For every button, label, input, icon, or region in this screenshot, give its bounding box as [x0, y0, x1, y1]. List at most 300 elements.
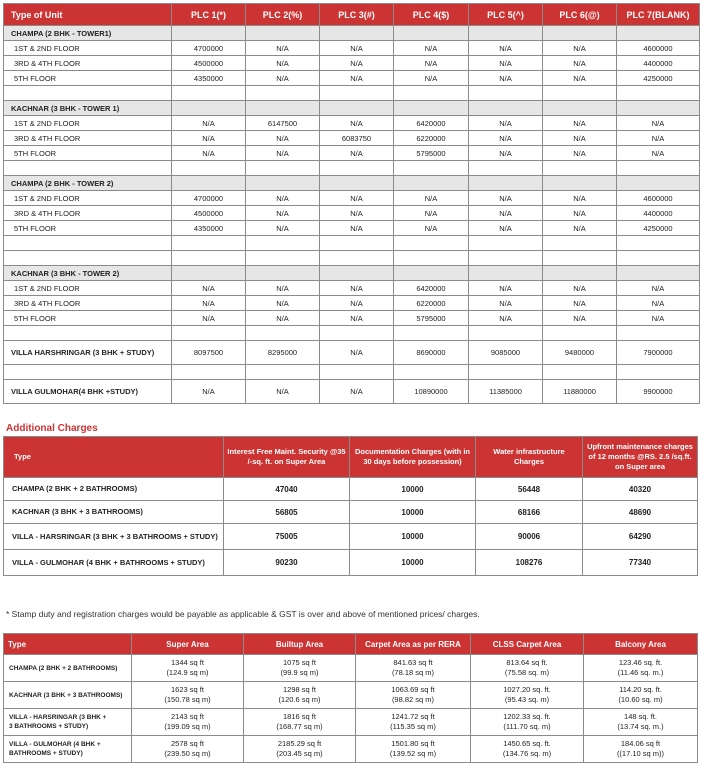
plc-value-cell: N/A — [469, 296, 543, 311]
additional-header-cell: Water infrastructure Charges — [476, 437, 583, 478]
plc-value-cell — [172, 176, 246, 191]
plc-value-cell: N/A — [320, 380, 394, 404]
area-cell-line: (120.6 sq m) — [278, 695, 321, 704]
area-cell-line: 1241.72 sq ft — [391, 712, 435, 721]
plc-value-cell — [246, 86, 320, 101]
additional-value-cell: 90230 — [224, 550, 350, 576]
area-header-row — [4, 634, 698, 655]
plc-value-cell: 7900000 — [617, 341, 700, 365]
plc-value-cell: 4700000 — [172, 41, 246, 56]
area-cell-line: VILLA - GULMOHAR (4 BHK + — [9, 741, 101, 748]
plc-value-cell — [543, 161, 617, 176]
area-value-cell — [132, 655, 244, 682]
plc-value-cell: N/A — [320, 341, 394, 365]
plc-value-cell: N/A — [246, 131, 320, 146]
plc-value-cell: 9480000 — [543, 341, 617, 365]
area-cell-line: (168.77 sq m) — [276, 722, 323, 731]
plc-unit-cell — [4, 365, 172, 380]
plc-value-cell: N/A — [246, 41, 320, 56]
area-value-cell — [471, 709, 584, 736]
plc-value-cell: N/A — [617, 281, 700, 296]
table-row — [4, 501, 698, 524]
plc-value-cell: N/A — [320, 146, 394, 161]
plc-unit-cell: VILLA GULMOHAR(4 BHK +STUDY) — [4, 380, 172, 404]
plc-header-cell: Type of Unit — [4, 4, 172, 26]
plc-group-row — [4, 26, 700, 41]
plc-value-cell: 6420000 — [394, 116, 469, 131]
area-header-cell: Balcony Area — [584, 634, 698, 655]
area-cell-line: 3 BATHROOMS + STUDY) — [9, 723, 89, 730]
additional-value-cell: 56448 — [476, 478, 583, 501]
area-value-cell — [356, 709, 471, 736]
table-row — [4, 86, 700, 101]
plc-value-cell — [469, 266, 543, 281]
plc-value-cell: N/A — [543, 71, 617, 86]
additional-header-cell: Documentation Charges (with in 30 days before possession) — [350, 437, 476, 478]
plc-header-cell: PLC 3(#) — [320, 4, 394, 26]
plc-value-cell: N/A — [172, 380, 246, 404]
plc-header-cell: PLC 5(^) — [469, 4, 543, 26]
area-type-cell — [4, 655, 132, 682]
plc-value-cell: 5795000 — [394, 146, 469, 161]
area-cell-line: (95.43 sq. m) — [504, 695, 550, 704]
plc-value-cell — [246, 161, 320, 176]
plc-value-cell: N/A — [543, 146, 617, 161]
area-header-cell: Super Area — [132, 634, 244, 655]
additional-type-cell: KACHNAR (3 BHK + 3 BATHROOMS) — [4, 501, 224, 524]
plc-group-row — [4, 176, 700, 191]
area-header-cell: Builtup Area — [244, 634, 356, 655]
plc-header-cell: PLC 7(BLANK) — [617, 4, 700, 26]
area-value-cell — [132, 709, 244, 736]
plc-value-cell — [469, 161, 543, 176]
area-cell-line: (199.09 sq m) — [164, 722, 211, 731]
additional-header-cell: Type — [4, 437, 224, 478]
area-cell-line: BATHROOMS + STUDY) — [9, 750, 83, 757]
plc-value-cell — [320, 176, 394, 191]
area-cell-line: (11.46 sq. m.) — [617, 668, 664, 677]
plc-value-cell — [172, 365, 246, 380]
plc-table — [3, 3, 700, 404]
area-cell-line: CHAMPA (2 BHK + 2 BATHROOMS) — [9, 664, 118, 672]
plc-value-cell: 4600000 — [617, 41, 700, 56]
table-row — [4, 131, 700, 146]
plc-value-cell: N/A — [543, 56, 617, 71]
plc-value-cell — [394, 236, 469, 251]
area-cell-line: 841.63 sq ft — [393, 658, 433, 667]
additional-value-cell: 47040 — [224, 478, 350, 501]
plc-unit-cell: 5TH FLOOR — [4, 221, 172, 236]
table-row — [4, 478, 698, 501]
plc-value-cell: N/A — [320, 56, 394, 71]
plc-value-cell: N/A — [246, 311, 320, 326]
plc-unit-cell: KACHNAR (3 BHK - TOWER 1) — [4, 101, 172, 116]
plc-value-cell: N/A — [320, 191, 394, 206]
area-cell-line: 1298 sq ft — [283, 685, 316, 694]
plc-value-cell: N/A — [172, 116, 246, 131]
area-value-cell — [584, 709, 698, 736]
area-value-cell — [471, 682, 584, 709]
plc-unit-cell: 5TH FLOOR — [4, 71, 172, 86]
plc-unit-cell — [4, 236, 172, 251]
area-cell-line: (115.35 sq m) — [390, 722, 436, 731]
plc-value-cell: N/A — [543, 41, 617, 56]
area-cell-line: 148 sq. ft. — [624, 712, 657, 721]
additional-type-cell: VILLA - GULMOHAR (4 BHK + BATHROOMS + STUDY) — [4, 550, 224, 576]
area-cell-line: 1450.65 sq. ft. — [503, 739, 551, 748]
plc-value-cell — [394, 101, 469, 116]
plc-value-cell — [543, 176, 617, 191]
plc-value-cell — [246, 365, 320, 380]
plc-value-cell — [246, 101, 320, 116]
plc-value-cell: N/A — [172, 146, 246, 161]
plc-unit-cell: 1ST & 2ND FLOOR — [4, 281, 172, 296]
area-value-cell — [584, 682, 698, 709]
table-row — [4, 311, 700, 326]
plc-value-cell: 9085000 — [469, 341, 543, 365]
area-cell-line: KACHNAR (3 BHK + 3 BATHROOMS) — [9, 691, 123, 699]
plc-value-cell: 10890000 — [394, 380, 469, 404]
plc-value-cell: 6147500 — [246, 116, 320, 131]
plc-value-cell — [172, 326, 246, 341]
table-row — [4, 736, 698, 763]
area-cell-line: 184.06 sq ft — [620, 739, 661, 748]
additional-value-cell: 10000 — [350, 478, 476, 501]
area-value-cell — [244, 736, 356, 763]
plc-value-cell: N/A — [469, 116, 543, 131]
plc-value-cell: N/A — [543, 191, 617, 206]
plc-value-cell — [320, 101, 394, 116]
plc-value-cell — [543, 365, 617, 380]
plc-value-cell: N/A — [543, 296, 617, 311]
plc-unit-cell: CHAMPA (2 BHK - TOWER 2) — [4, 176, 172, 191]
area-value-cell — [356, 682, 471, 709]
area-cell-line: 2578 sq ft — [171, 739, 204, 748]
plc-value-cell: N/A — [172, 281, 246, 296]
plc-header-row — [4, 4, 700, 26]
plc-value-cell: 6420000 — [394, 281, 469, 296]
plc-value-cell — [617, 176, 700, 191]
plc-value-cell: N/A — [172, 131, 246, 146]
plc-value-cell: 4250000 — [617, 71, 700, 86]
plc-value-cell: N/A — [469, 221, 543, 236]
additional-value-cell: 90006 — [476, 524, 583, 550]
plc-value-cell: N/A — [469, 206, 543, 221]
plc-value-cell: N/A — [246, 206, 320, 221]
area-cell-line: 1344 sq ft — [171, 658, 204, 667]
plc-value-cell: 4350000 — [172, 221, 246, 236]
plc-value-cell — [246, 26, 320, 41]
plc-value-cell — [543, 236, 617, 251]
plc-value-cell: N/A — [320, 221, 394, 236]
plc-value-cell: N/A — [246, 296, 320, 311]
plc-unit-cell: VILLA HARSHRINGAR (3 BHK + STUDY) — [4, 341, 172, 365]
area-cell-line: (10.60 sq. m) — [618, 695, 663, 704]
additional-value-cell: 10000 — [350, 501, 476, 524]
area-value-cell — [244, 709, 356, 736]
area-cell-line: (78.18 sq m) — [391, 668, 435, 677]
plc-value-cell: 4600000 — [617, 191, 700, 206]
plc-unit-cell — [4, 86, 172, 101]
area-table — [3, 633, 698, 763]
plc-value-cell: 6220000 — [394, 131, 469, 146]
plc-header-cell: PLC 1(*) — [172, 4, 246, 26]
table-row — [4, 296, 700, 311]
plc-value-cell: N/A — [320, 311, 394, 326]
table-row — [4, 41, 700, 56]
table-row — [4, 550, 698, 576]
plc-value-cell: 4500000 — [172, 56, 246, 71]
area-cell-line: 1027.20 sq. ft. — [503, 685, 551, 694]
area-header-cell: CLSS Carpet Area — [471, 634, 584, 655]
plc-value-cell: 9900000 — [617, 380, 700, 404]
plc-header-cell: PLC 4($) — [394, 4, 469, 26]
table-row — [4, 191, 700, 206]
plc-value-cell — [394, 26, 469, 41]
table-row — [4, 56, 700, 71]
area-cell-line: 1063.69 sq ft — [391, 685, 435, 694]
plc-unit-cell: 1ST & 2ND FLOOR — [4, 41, 172, 56]
plc-value-cell: N/A — [320, 41, 394, 56]
plc-header-cell: PLC 2(%) — [246, 4, 320, 26]
plc-value-cell — [617, 101, 700, 116]
area-cell-line: 114.20 sq. ft. — [619, 685, 662, 694]
table-row — [4, 281, 700, 296]
plc-value-cell — [320, 326, 394, 341]
table-row — [4, 161, 700, 176]
plc-value-cell: 4250000 — [617, 221, 700, 236]
additional-header-row — [4, 437, 698, 478]
table-row — [4, 682, 698, 709]
plc-value-cell: N/A — [394, 191, 469, 206]
plc-value-cell — [172, 236, 246, 251]
area-cell-line: 1501.80 sq ft — [391, 739, 435, 748]
table-row — [4, 655, 698, 682]
plc-value-cell: N/A — [320, 116, 394, 131]
plc-value-cell — [320, 251, 394, 266]
plc-value-cell: N/A — [320, 296, 394, 311]
plc-value-cell: N/A — [246, 191, 320, 206]
table-row — [4, 236, 700, 251]
plc-header-cell: PLC 6(@) — [543, 4, 617, 26]
plc-value-cell — [617, 26, 700, 41]
area-header-cell: Carpet Area as per RERA — [356, 634, 471, 655]
plc-unit-cell: 5TH FLOOR — [4, 146, 172, 161]
plc-value-cell — [617, 266, 700, 281]
additional-header-cell: Upfront maintenance charges of 12 months @RS. 2.5 /sq.ft. on Super area — [583, 437, 698, 478]
table-row — [4, 251, 700, 266]
plc-value-cell: N/A — [246, 281, 320, 296]
plc-value-cell — [617, 236, 700, 251]
plc-unit-cell: 1ST & 2ND FLOOR — [4, 191, 172, 206]
plc-value-cell: 8097500 — [172, 341, 246, 365]
area-cell-line: (139.52 sq m) — [389, 749, 437, 758]
additional-value-cell: 77340 — [583, 550, 698, 576]
plc-value-cell: N/A — [394, 221, 469, 236]
area-cell-line: (98.82 sq m) — [391, 695, 435, 704]
plc-value-cell: N/A — [543, 221, 617, 236]
area-type-cell — [4, 736, 132, 763]
plc-value-cell — [617, 86, 700, 101]
plc-unit-cell: 3RD & 4TH FLOOR — [4, 296, 172, 311]
plc-value-cell — [394, 176, 469, 191]
plc-value-cell: 4700000 — [172, 191, 246, 206]
area-value-cell — [356, 655, 471, 682]
area-cell-line: (99.9 sq m) — [280, 668, 319, 677]
additional-value-cell: 10000 — [350, 550, 476, 576]
plc-unit-cell — [4, 326, 172, 341]
area-cell-line: 2185.29 sq ft — [277, 739, 322, 748]
area-type-cell — [4, 709, 132, 736]
additional-value-cell: 56805 — [224, 501, 350, 524]
area-value-cell — [471, 655, 584, 682]
area-cell-line: (75.58 sq. m) — [504, 668, 550, 677]
plc-value-cell: N/A — [172, 311, 246, 326]
additional-value-cell: 40320 — [583, 478, 698, 501]
plc-value-cell: N/A — [617, 131, 700, 146]
plc-value-cell — [469, 86, 543, 101]
plc-value-cell: N/A — [394, 56, 469, 71]
plc-unit-cell: CHAMPA (2 BHK - TOWER1) — [4, 26, 172, 41]
area-cell-line: 1075 sq ft — [283, 658, 316, 667]
plc-value-cell: 4400000 — [617, 206, 700, 221]
plc-value-cell — [617, 365, 700, 380]
additional-body — [4, 478, 698, 576]
plc-unit-cell: 5TH FLOOR — [4, 311, 172, 326]
plc-value-cell: N/A — [320, 206, 394, 221]
plc-value-cell: 11385000 — [469, 380, 543, 404]
area-body — [4, 655, 698, 763]
area-value-cell — [244, 682, 356, 709]
plc-value-cell — [320, 236, 394, 251]
area-cell-line: (134.76 sq. m) — [502, 749, 552, 758]
plc-value-cell: N/A — [543, 116, 617, 131]
stamp-duty-note: * Stamp duty and registration charges would be payable as applicable & GST is over and above of mentioned prices/ charges. — [6, 609, 480, 619]
plc-value-cell — [543, 266, 617, 281]
plc-value-cell — [320, 161, 394, 176]
plc-value-cell: N/A — [469, 281, 543, 296]
plc-value-cell — [469, 326, 543, 341]
table-row — [4, 524, 698, 550]
plc-value-cell: N/A — [246, 380, 320, 404]
area-cell-line: 1816 sq ft — [283, 712, 316, 721]
additional-charges-title: Additional Charges — [6, 423, 98, 434]
additional-charges-table — [3, 436, 698, 576]
area-cell-line: 2143 sq ft — [171, 712, 204, 721]
plc-value-cell: N/A — [246, 221, 320, 236]
plc-value-cell — [394, 251, 469, 266]
additional-type-cell: VILLA - HARSRINGAR (3 BHK + 3 BATHROOMS + STUDY) — [4, 524, 224, 550]
plc-value-cell — [469, 26, 543, 41]
plc-value-cell: N/A — [543, 281, 617, 296]
area-value-cell — [356, 736, 471, 763]
area-value-cell — [471, 736, 584, 763]
plc-value-cell — [469, 251, 543, 266]
plc-value-cell: N/A — [172, 296, 246, 311]
area-cell-line: 1202.33 sq. ft. — [503, 712, 551, 721]
plc-value-cell — [394, 326, 469, 341]
plc-value-cell: N/A — [394, 206, 469, 221]
plc-value-cell — [320, 365, 394, 380]
plc-value-cell — [320, 266, 394, 281]
plc-value-cell — [246, 266, 320, 281]
plc-value-cell: 4350000 — [172, 71, 246, 86]
plc-value-cell — [320, 26, 394, 41]
table-row — [4, 71, 700, 86]
plc-value-cell: N/A — [469, 191, 543, 206]
table-row — [4, 709, 698, 736]
plc-value-cell: N/A — [543, 131, 617, 146]
plc-unit-cell: 3RD & 4TH FLOOR — [4, 56, 172, 71]
plc-value-cell: N/A — [246, 146, 320, 161]
additional-type-cell: CHAMPA (2 BHK + 2 BATHROOMS) — [4, 478, 224, 501]
plc-value-cell — [543, 251, 617, 266]
plc-value-cell: N/A — [543, 206, 617, 221]
area-cell-line: (150.78 sq m) — [164, 695, 211, 704]
plc-value-cell: N/A — [469, 71, 543, 86]
table-row — [4, 341, 700, 365]
area-cell-line: VILLA - HARSRINGAR (3 BHK + — [9, 714, 107, 721]
area-header-cell: Type — [4, 634, 132, 655]
plc-value-cell — [172, 101, 246, 116]
plc-value-cell — [172, 86, 246, 101]
plc-value-cell — [172, 251, 246, 266]
plc-value-cell — [617, 161, 700, 176]
plc-value-cell: N/A — [617, 296, 700, 311]
plc-value-cell: N/A — [469, 311, 543, 326]
plc-unit-cell — [4, 251, 172, 266]
plc-value-cell: N/A — [617, 311, 700, 326]
area-cell-line: (239.50 sq m) — [164, 749, 211, 758]
area-value-cell — [584, 736, 698, 763]
plc-value-cell — [394, 365, 469, 380]
additional-value-cell: 75005 — [224, 524, 350, 550]
plc-value-cell: 6220000 — [394, 296, 469, 311]
area-cell-line: (124.9 sq m) — [166, 668, 209, 677]
area-value-cell — [584, 655, 698, 682]
plc-value-cell: 6083750 — [320, 131, 394, 146]
plc-value-cell — [172, 161, 246, 176]
plc-value-cell — [543, 326, 617, 341]
table-row — [4, 365, 700, 380]
plc-value-cell: N/A — [320, 281, 394, 296]
table-row — [4, 326, 700, 341]
plc-value-cell: 8690000 — [394, 341, 469, 365]
plc-value-cell: 8295000 — [246, 341, 320, 365]
plc-value-cell — [172, 26, 246, 41]
plc-value-cell: N/A — [617, 146, 700, 161]
plc-unit-cell — [4, 161, 172, 176]
area-cell-line: 123.46 sq. ft. — [618, 658, 663, 667]
additional-value-cell: 48690 — [583, 501, 698, 524]
plc-group-row — [4, 266, 700, 281]
area-value-cell — [244, 655, 356, 682]
plc-value-cell — [543, 86, 617, 101]
plc-value-cell — [543, 26, 617, 41]
plc-value-cell — [394, 86, 469, 101]
table-row — [4, 116, 700, 131]
table-row — [4, 380, 700, 404]
plc-value-cell: N/A — [469, 146, 543, 161]
area-cell-line: (203.45 sq m) — [276, 749, 323, 758]
table-row — [4, 146, 700, 161]
additional-value-cell: 64290 — [583, 524, 698, 550]
table-row — [4, 221, 700, 236]
plc-group-row — [4, 101, 700, 116]
plc-value-cell: N/A — [394, 71, 469, 86]
additional-value-cell: 10000 — [350, 524, 476, 550]
area-cell-line: (111.70 sq. m) — [503, 722, 551, 731]
